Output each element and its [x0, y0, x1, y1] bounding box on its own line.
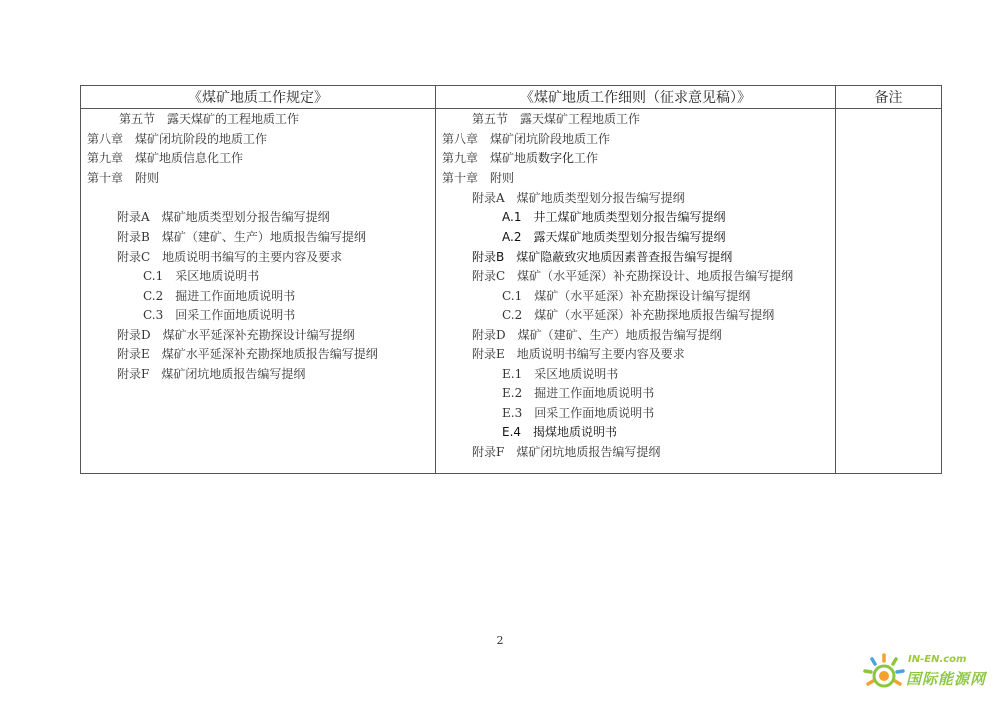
list-item: 附录C 地质说明书编写的主要内容及要求 [117, 250, 343, 264]
list-item-text: 工作 [574, 151, 599, 165]
list-item: 附录A 煤矿地质类型划分报告编写提纲 [472, 191, 685, 205]
list-item: C.1 采区地质说明书 [143, 269, 260, 283]
list-item: 附录F 煤矿闭坑地质报告编写提纲 [472, 445, 661, 459]
list-item: A.1 井工煤矿地质类型划分报告编写提纲 [502, 210, 726, 224]
page-number: 2 [496, 634, 504, 647]
watermark-name: 国际能源网 [906, 670, 987, 688]
list-item: 附录B 煤矿（建矿、生产）地质报告编写提纲 [117, 230, 366, 244]
list-item: C.2 掘进工作面地质说明书 [143, 289, 296, 303]
header-new-draft-rules: 《煤矿地质工作细则（征求意见稿）》 [436, 86, 836, 109]
list-item: E.2 掘进工作面地质说明书 [502, 386, 655, 400]
list-item: 附录E 地质说明书编写主要内容及要求 [472, 347, 685, 361]
table-row [81, 109, 942, 474]
table-header-row [81, 86, 942, 109]
list-item: 第八章 煤矿闭坑阶段的地质工作 [87, 132, 268, 146]
remarks-cell [836, 109, 942, 474]
list-item: C.3 回采工作面地质说明书 [143, 308, 296, 322]
list-item: 附录B 煤矿隐蔽致灾地质因素普查报告编写提纲 [472, 250, 733, 264]
list-item: 第九章 煤矿地质信息化工作 [87, 151, 244, 165]
list-item [442, 151, 835, 165]
left-column-cell [81, 109, 436, 474]
list-item: 附录E 煤矿水平延深补充勘探地质报告编写提纲 [117, 347, 378, 361]
comparison-table [80, 85, 942, 474]
list-item: 第五节 露天煤矿的工程地质工作 [119, 112, 300, 126]
sun-logo-icon [862, 652, 906, 696]
list-item: 第十章 附则 [87, 171, 160, 185]
list-item: 附录D 煤矿（建矿、生产）地质报告编写提纲 [472, 328, 722, 342]
list-item: A.2 露天煤矿地质类型划分报告编写提纲 [502, 230, 726, 244]
list-item: C.1 煤矿（水平延深）补充勘探设计编写提纲 [502, 289, 751, 303]
watermark-brand: IN-EN.com [908, 654, 967, 665]
highlighted-text: 数字化 [538, 151, 575, 165]
list-item: 第八章 煤矿闭坑阶段地质工作 [442, 132, 611, 146]
list-item: E.3 回采工作面地质说明书 [502, 406, 655, 420]
list-item: 附录A 煤矿地质类型划分报告编写提纲 [117, 210, 330, 224]
header-old-regulation: 《煤矿地质工作规定》 [81, 86, 436, 109]
watermark-logo [862, 650, 994, 698]
list-item: 第五节 露天煤矿工程地质工作 [472, 112, 641, 126]
list-item: E.4 揭煤地质说明书 [502, 425, 618, 439]
list-item: 附录D 煤矿水平延深补充勘探设计编写提纲 [117, 328, 355, 342]
list-item-text: 第九章 煤矿地质 [442, 151, 539, 165]
list-item: 附录F 煤矿闭坑地质报告编写提纲 [117, 367, 306, 381]
list-item: 附录C 煤矿（水平延深）补充勘探设计、地质报告编写提纲 [472, 269, 794, 283]
list-item: 第十章 附则 [442, 171, 515, 185]
header-remarks: 备注 [836, 86, 942, 109]
list-item: E.1 采区地质说明书 [502, 367, 619, 381]
right-column-cell [436, 109, 836, 474]
list-item: C.2 煤矿（水平延深）补充勘探地质报告编写提纲 [502, 308, 775, 322]
